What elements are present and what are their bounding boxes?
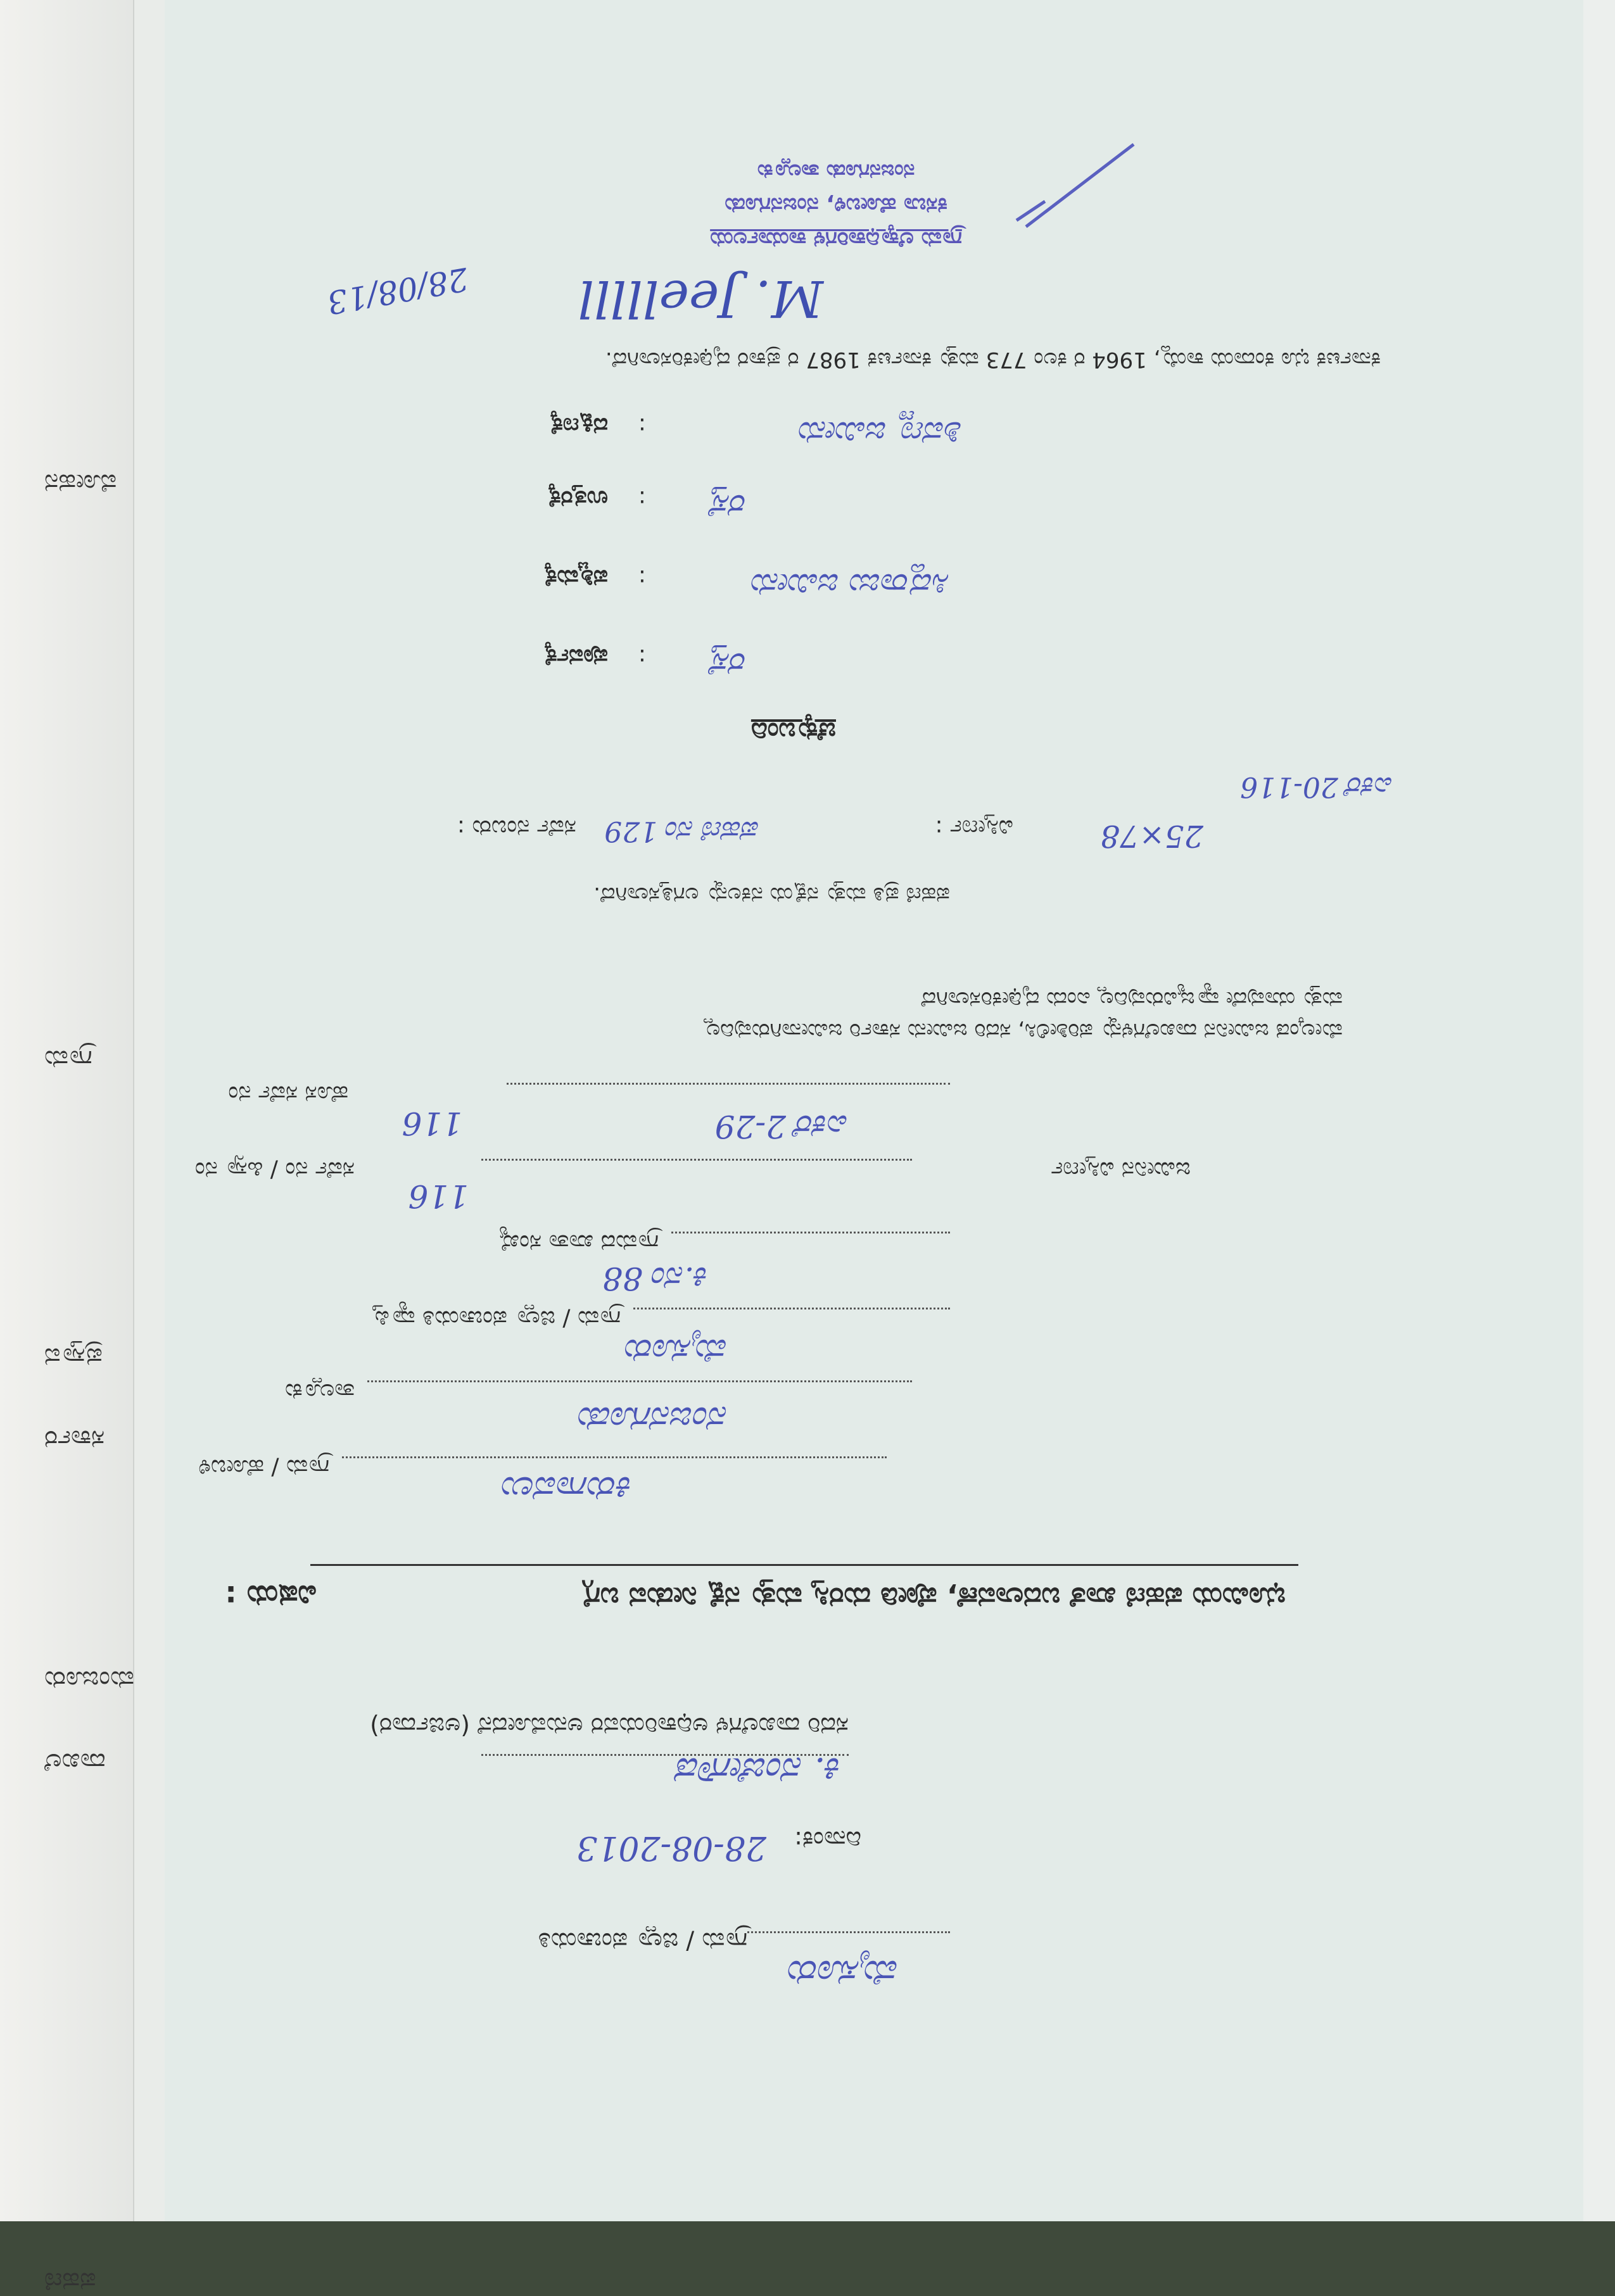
boundaries-heading: ಚೆಕ್ಕುಬಂದಿ xyxy=(750,717,836,746)
boundary-label: ಪಶ್ಚಿಮಕ್ಕೆ xyxy=(543,565,608,591)
legal-note: ಕರ್ನಾಟಕ ಭೂ ಕಂದಾಯ ಕಾಯ್ದೆ, 1964 ರ ಕಲಂ 773 ಮತ್ತು ಕರ್ನಾಟಕ 1987 ರ ಪ್ರಕಾರ ದೃಢೀಕರಿಸಲಾಗಿದೆ. xyxy=(605,347,1381,372)
field-value-new-survey: 116 xyxy=(402,1105,462,1142)
field-value-khata: ಕಿ.ನಂ 88 xyxy=(602,1260,709,1297)
footer-place-label: ಗ್ರಾಮ / ಜಿಲ್ಲಾ ಪಂಚಾಯತಿ xyxy=(538,1927,747,1955)
boundary-colon: : xyxy=(638,644,646,670)
field-label: ತಾಲ್ಲೂಕು xyxy=(284,1378,355,1404)
margin-word: ದಾಖಲೆ xyxy=(44,1748,106,1777)
header-note: ಸದರಿ ದಾಖಲೆಗಳ ಅಧಿಕಾರಿಯವರ ಅನುಮೋದನೆ (ಅರ್ಜಿದಾರ) xyxy=(370,1712,849,1740)
footer-place-value: ಮೈಸೂರು xyxy=(788,1952,899,1993)
boundary-east: ರಸ್ತೆ xyxy=(709,646,747,683)
survey-value: ಪಹಣಿ ನಂ 129 xyxy=(604,815,760,847)
subject-label: ವಿಷಯ : xyxy=(225,1579,317,1613)
field-label: ಗ್ರಾಮ / ಹೋಬಳಿ xyxy=(198,1454,329,1480)
footer-date-value: 28-08-2013 xyxy=(576,1829,766,1867)
left-underlying-page xyxy=(0,0,135,2296)
boundary-colon: : xyxy=(638,565,646,591)
field-value-village: ಕಿರುಗಾವಲು xyxy=(502,1469,633,1509)
field-value-survey: 116 xyxy=(408,1178,469,1214)
margin-word: ಮಂಜೂರು xyxy=(44,1665,135,1694)
extent-value: ಎಕರೆ 20-116 xyxy=(1240,771,1393,803)
body-line: ಪಹಣಿ ಪ್ರತಿ ಮತ್ತು ನಕ್ಷೆಯ ನಕಲನ್ನು ಲಗತ್ತಿಸಲಾಗಿದೆ. xyxy=(593,882,950,907)
field-label: ಗ್ರಾಮ / ಜಿಲ್ಲಾ ಪಂಚಾಯತಿ ವ್ಯಾಪ್ತಿ xyxy=(372,1306,621,1332)
boundary-colon: : xyxy=(638,486,646,512)
body-line: ಮತ್ತು ಯಾವುದೇ ವ್ಯಾಜ್ಯವಿರುವುದಿಲ್ಲ ಎಂದು ದೃಢೀಕರಿಸಲಾಗಿದೆ xyxy=(921,987,1343,1012)
boundary-west: ಸಿದ್ದರಾಜು ಜಮೀನು xyxy=(752,567,950,603)
margin-word: ಸರ್ಕಾರ xyxy=(44,1425,105,1454)
stamp-line: ನಂಜನಗೂಡು ತಾಲ್ಲೂಕು xyxy=(757,160,915,184)
scanned-document-page xyxy=(165,0,1583,2221)
boundary-label: ಪೂರ್ವಕ್ಕೆ xyxy=(543,644,608,670)
footer-date-label: ದಿನಾಂಕ: xyxy=(794,1826,861,1854)
body-line: ಮೇಲ್ಕಂಡ ಜಮೀನಿನ ದಾಖಲೆಗಳನ್ನು ಪರಿಶೀಲಿಸಿ, ಸದರಿ ಜಮೀನು ಸರ್ಕಾರಿ ಜಮೀನಾಗಿರುವುದಿಲ್ಲ xyxy=(704,1018,1343,1044)
footer-place-rule xyxy=(747,1931,950,1933)
field-value-extent: ಎಕರೆ 2-29 xyxy=(714,1108,849,1145)
margin-word: ಪ್ರಸ್ತಾವ xyxy=(44,1342,103,1372)
boundary-north: ರಸ್ತೆ xyxy=(709,488,747,524)
subject-text: ಭೂಮಿಯ ಪಹಣಿ ಖಾತೆ ಬದಲಾವಣೆ, ಪೋಡಿ ದುರಸ್ತಿ ಮತ್ತು ನಕ್ಷೆ ನೀಡುವ ಬಗ್ಗೆ xyxy=(582,1581,1286,1613)
survey-label: ಸರ್ವೆ ನಂಬರು : xyxy=(457,815,576,841)
boundary-label: ದಕ್ಷಿಣಕ್ಕೆ xyxy=(549,413,608,439)
footer-area xyxy=(165,0,1583,2221)
boundary-south: ಶಿವಣ್ಣ ಜಮೀನು xyxy=(799,415,963,451)
stamp-line: ಗ್ರಾಮ ಲೆಕ್ಕಾಧಿಕಾರಿಗಳ ಕಾರ್ಯಾಲಯ xyxy=(710,227,962,252)
ratio-value: 25×78 xyxy=(1100,818,1203,854)
margin-word: ಪಹಣಿ xyxy=(44,2267,96,2296)
officer-signature-date: 28/08/13 xyxy=(324,260,471,322)
boundary-colon: : xyxy=(638,413,646,439)
field-label: ಸರ್ವೆ ನಂ / ಹಿಸ್ಸಾ ನಂ xyxy=(194,1157,355,1183)
stamp-line: ಕಸಬಾ ಹೋಬಳಿ, ನಂಜನಗೂಡು xyxy=(725,192,947,218)
margin-word: ಗ್ರಾಮ xyxy=(44,1045,92,1074)
boundary-label: ಉತ್ತರಕ್ಕೆ xyxy=(547,486,608,512)
margin-word: ಮೋಹನ xyxy=(44,469,117,498)
officer-signature: M. Jeelllll xyxy=(578,269,823,328)
field-value-district: ಮೈಸೂರು xyxy=(626,1332,728,1370)
extent-label: ವಿಸ್ತೀರ್ಣ : xyxy=(935,815,1013,841)
field-label: ಜಮೀನಿನ ವಿಸ್ತೀರ್ಣ xyxy=(1051,1157,1191,1183)
field-value-taluk: ನಂಜನಗೂಡು xyxy=(579,1399,728,1439)
field-label: ಗ್ರಾಮದ ಖಾತಾ ಸಂಖ್ಯೆ xyxy=(498,1230,659,1256)
applicant-signature: ಕಿ. ನಂಜೇಗೌಡ xyxy=(677,1750,842,1791)
field-label: ಹೊಸ ಸರ್ವೆ ನಂ xyxy=(228,1081,348,1107)
